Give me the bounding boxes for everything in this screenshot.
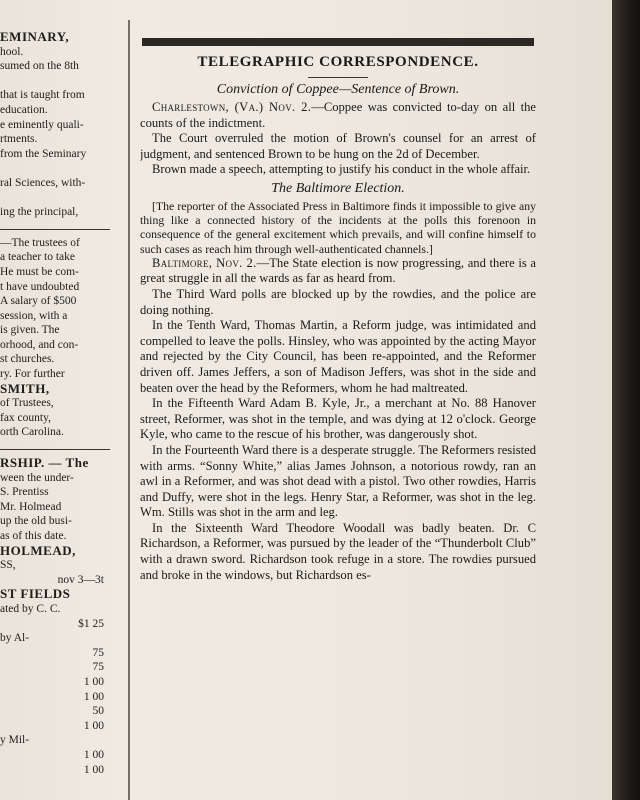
- left-column-line: nov 3—3t: [57, 573, 104, 586]
- left-column-spacer: [0, 161, 128, 176]
- left-cutoff-column: [0, 30, 128, 800]
- left-column-line: st churches.: [0, 353, 55, 366]
- left-column-line: 1 00: [83, 690, 104, 703]
- section-title: TELEGRAPHIC CORRESPONDENCE.: [197, 54, 479, 70]
- left-column-line: EMINARY,: [0, 30, 70, 44]
- paragraph-fifteenth-ward: In the Fifteenth Ward Adam B. Kyle, Jr., a merchant at No. 88 Hanover street, Reformer, was shot in the temple, and was dying at 12 o'clock. George Kyle, who came to the rescue of his brother, was dangerously shot.: [140, 396, 536, 442]
- left-column-rule: [0, 449, 110, 450]
- paragraph-tenth-ward: In the Tenth Ward, Thomas Martin, a Reform judge, was intimidated and compelled to leave the polls. Hinsley, who was appointed by the acting Mayor and rejected by the City Council, has been re-appointed, and the Reformer driven off. James Jeffers, a son of Madison Jeffers, was shot in the side and beaten over the head by the Reformers, whom he had maltreated.: [140, 318, 536, 395]
- paragraph-reporter-note: [The reporter of the Associated Press in Baltimore finds it impossible to give any thing like a connected history of the incidents at the polls this forenoon in consequence of the general excitement which prevails, and will confine himself to such cases as reach him through well-authenticated channels.]: [140, 198, 536, 256]
- left-column-line: is given. The: [0, 324, 60, 337]
- left-column-line: education.: [0, 103, 48, 116]
- dateline-baltimore: Baltimore, Nov. 2.: [152, 255, 257, 270]
- left-column-rule: [0, 229, 110, 230]
- paragraph-charlestown: [140, 100, 536, 131]
- left-column-spacer: [0, 191, 128, 206]
- left-column-line: fax county,: [0, 411, 51, 424]
- left-column-line: as of this date.: [0, 530, 67, 542]
- paragraph-text: —The State election is now progressing, and there is a great struggle in all the wards as far as heard from.: [140, 255, 536, 286]
- short-divider: [308, 77, 368, 78]
- left-column-line: from the Seminary: [0, 147, 87, 160]
- left-column-spacer: [0, 74, 128, 89]
- subhead-baltimore-election: The Baltimore Election.: [271, 180, 405, 196]
- left-column-line: A salary of $500: [0, 295, 77, 308]
- left-column-line: sumed on the 8th: [0, 60, 79, 73]
- left-column-line: 75: [92, 646, 104, 659]
- header-rule: [142, 38, 534, 46]
- left-column-line: orth Carolina.: [0, 426, 64, 439]
- subhead-coppee-brown: Conviction of Coppee—Sentence of Brown.: [216, 82, 460, 97]
- left-column-line: SS,: [0, 559, 16, 572]
- left-column-line: session, with a: [0, 309, 68, 322]
- left-column-line: ST FIELDS: [0, 586, 71, 602]
- paragraph-fourteenth-ward: In the Fourteenth Ward there is a desperate struggle. The Reformers resisted with arms. “Sonny White,” alias James Johnson, a notorious rowdy, ran an awl in a Reformer, and was shot dead with a pistol. Two other rowdies, Harris and Duffy, were shot in the legs. Henry Star, a Reformer, was shot in the leg. Wm. Stills was shot in the arm and leg.: [140, 442, 536, 520]
- left-column-line: by Al-: [0, 632, 30, 645]
- left-column-line: ral Sciences, with-: [0, 176, 86, 189]
- left-column-line: orhood, and con-: [0, 338, 79, 351]
- left-column-line: that is taught from: [0, 89, 85, 102]
- paragraph-court: The Court overruled the motion of Brown's counsel for an arrest of judgment, and sentenced Brown to be hung on the 2d of December.: [140, 131, 536, 161]
- paragraph-sixteenth-ward: In the Sixteenth Ward Theodore Woodall was badly beaten. Dr. C Richardson, a Reformer, was pursued by the leader of the “Thunderbolt Club” with a drawn sword. Richardson took refuge in a store. The rowdies pursued and broke in the windows, but Richardson es-: [140, 520, 536, 582]
- left-column-line: —The trustees of: [0, 236, 80, 249]
- left-column-line: t have undoubted: [0, 280, 80, 293]
- left-column-line: hool.: [0, 45, 24, 58]
- left-column-line: of Trustees,: [0, 397, 54, 410]
- left-column-line: 1 00: [83, 719, 104, 732]
- left-column-line: $1 25: [78, 617, 104, 630]
- left-column-line: e eminently quali-: [0, 118, 84, 131]
- paragraph-baltimore: [140, 256, 536, 287]
- telegraphic-article-column: [140, 38, 536, 800]
- left-column-line: ween the under-: [0, 471, 74, 484]
- left-column-line: a teacher to take: [0, 251, 76, 264]
- dateline-charlestown: Charlestown, (Va.) Nov. 2.: [152, 100, 312, 114]
- left-column-line: SMITH,: [0, 380, 50, 396]
- left-column-line: rtments.: [0, 133, 38, 146]
- left-column-line: He must be com-: [0, 265, 79, 278]
- paragraph-third-ward: The Third Ward polls are blocked up by the rowdies, and the police are doing nothing.: [140, 286, 536, 317]
- left-column-line: S. Prentiss: [0, 486, 49, 499]
- left-column-line: 50: [92, 705, 104, 718]
- left-column-line: RSHIP. — The: [0, 455, 89, 471]
- left-column-line: ing the principal,: [0, 206, 79, 219]
- page-edge-shadow: [612, 0, 640, 800]
- column-divider: [128, 20, 130, 800]
- left-column-line: y Mil-: [0, 734, 30, 747]
- left-column-line: 1 00: [83, 675, 104, 688]
- left-column-line: 1 00: [83, 763, 104, 776]
- paragraph-brown-speech: Brown made a speech, attempting to justify his conduct in the whole affair.: [152, 162, 531, 177]
- left-column-line: up the old busi-: [0, 515, 72, 528]
- left-column-line: HOLMEAD,: [0, 542, 76, 558]
- left-column-line: ated by C. C.: [0, 602, 61, 615]
- paragraph-text: —Coppee was convicted to-day on all the counts of the indictment.: [140, 100, 536, 130]
- left-column-line: 1 00: [83, 748, 104, 761]
- left-column-line: ry. For further: [0, 368, 65, 381]
- left-column-line: 75: [92, 661, 104, 674]
- left-column-line: Mr. Holmead: [0, 500, 62, 513]
